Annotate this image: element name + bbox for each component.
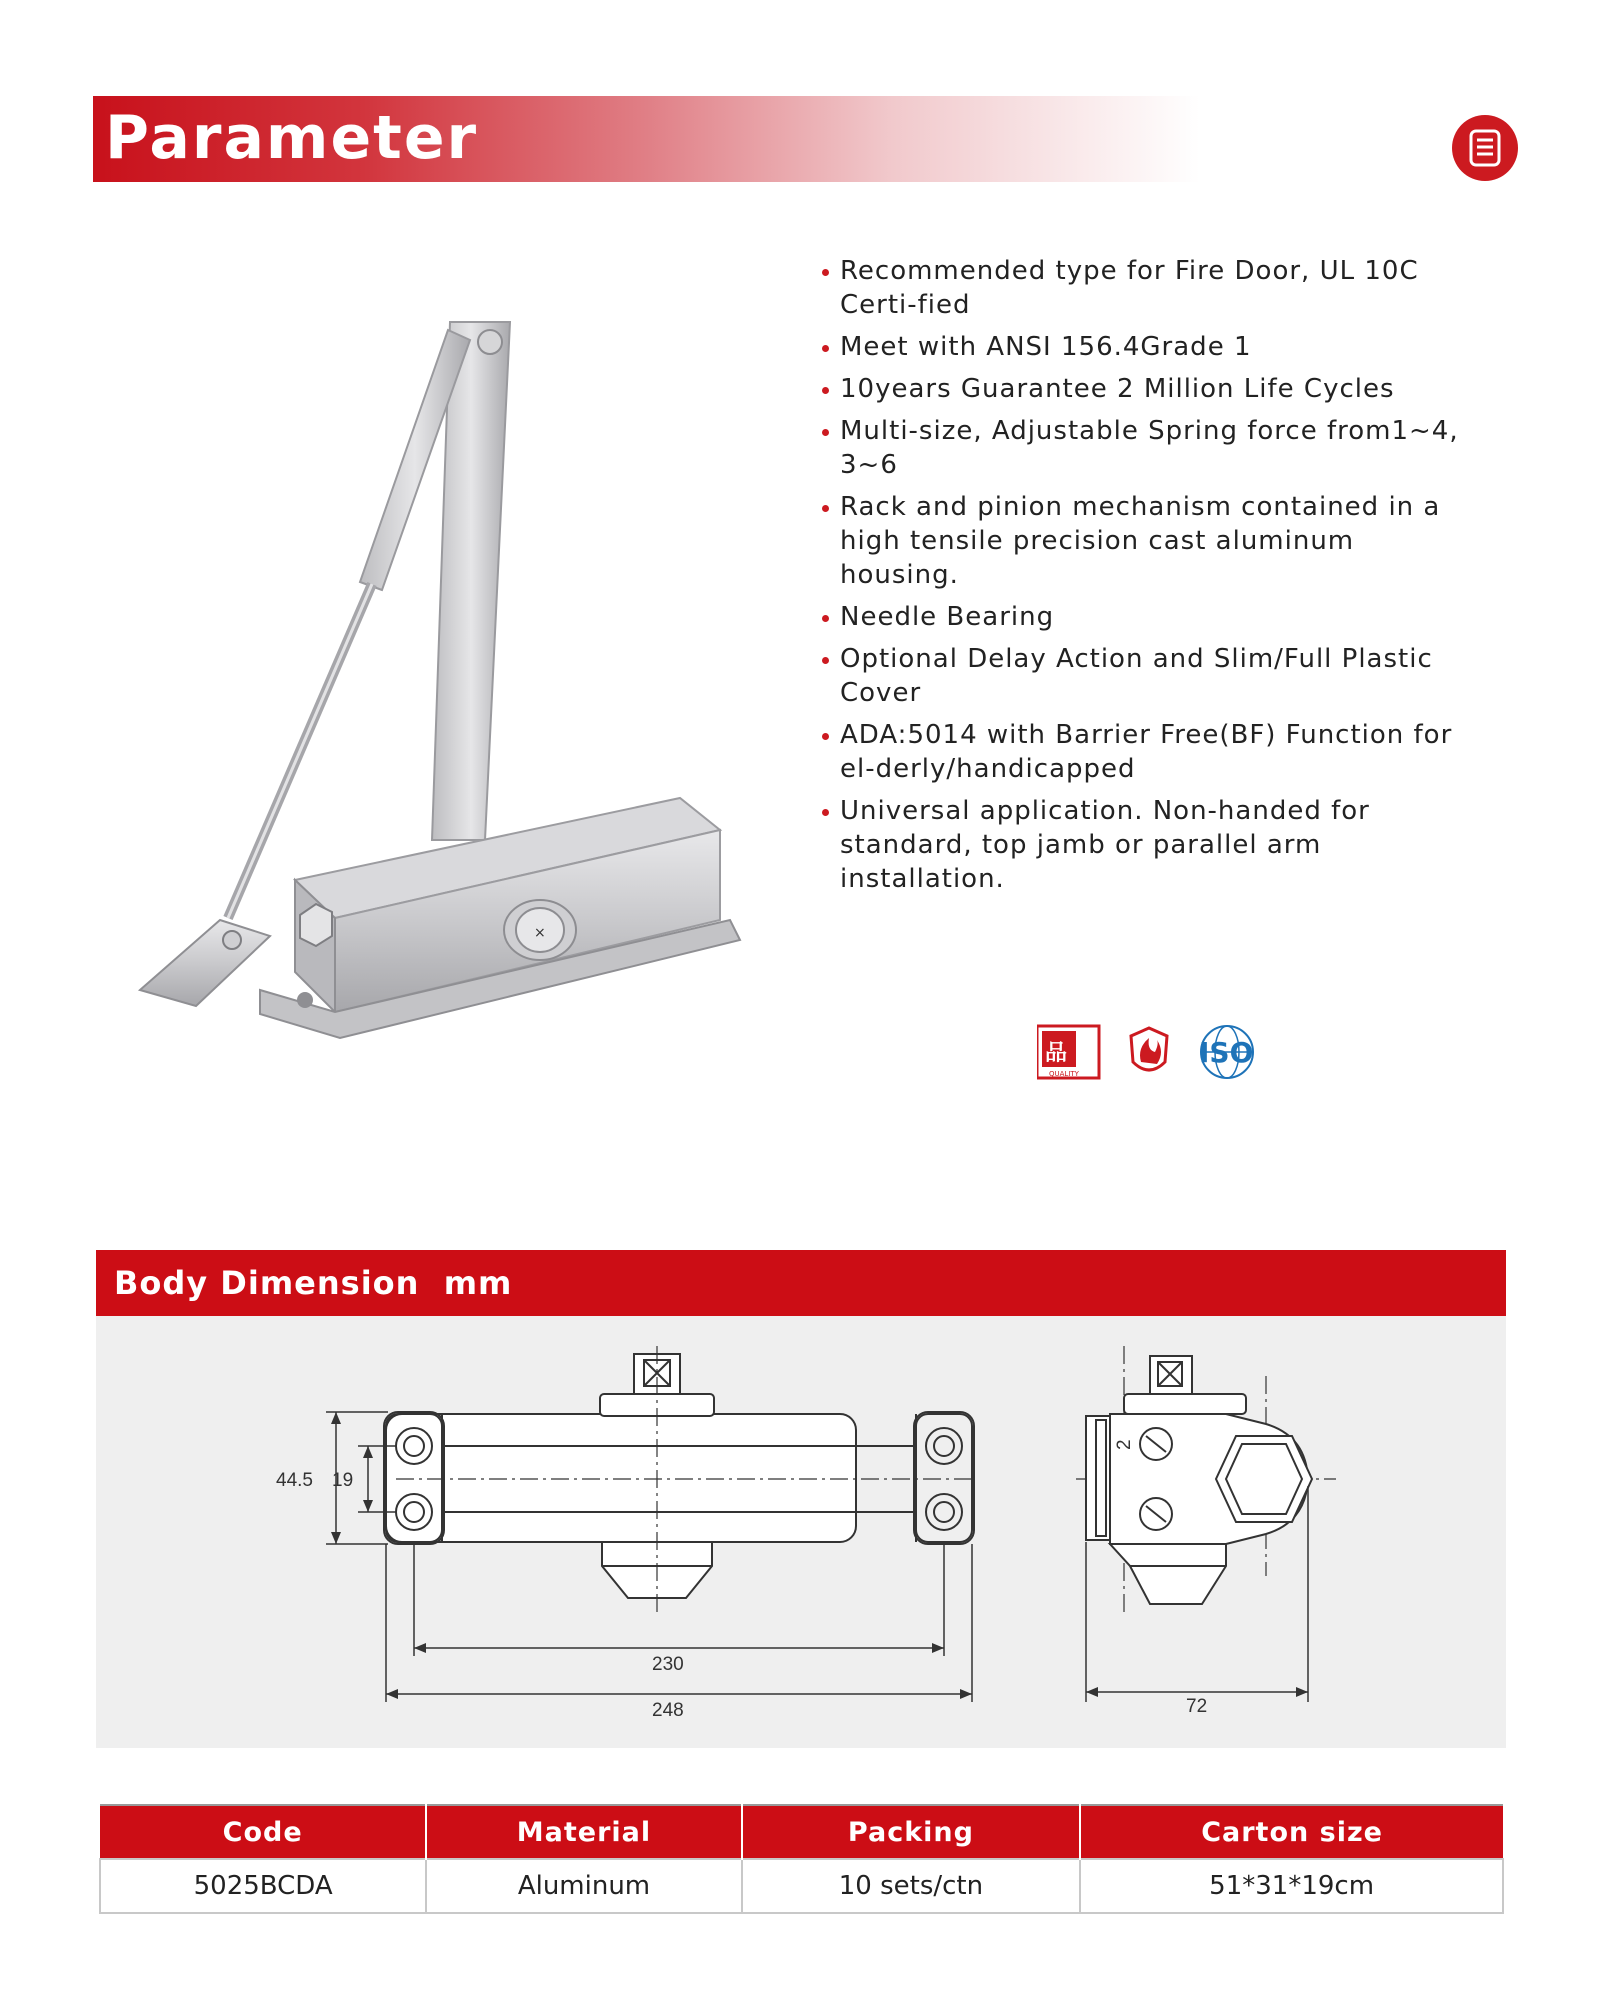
feature-item: Needle Bearing bbox=[822, 600, 1482, 634]
door-closer-photo bbox=[120, 300, 780, 1060]
dimension-section-header bbox=[96, 1250, 1506, 1316]
feature-item: Recommended type for Fire Door, UL 10C Certi-fied bbox=[822, 254, 1482, 322]
cell-packing: 10 sets/ctn bbox=[742, 1859, 1081, 1913]
svg-text:×: × bbox=[534, 925, 546, 941]
dimension-drawing bbox=[96, 1316, 1506, 1748]
dim-length-inner: 230 bbox=[652, 1654, 684, 1675]
feature-item: Optional Delay Action and Slim/Full Plastic Cover bbox=[822, 642, 1482, 710]
cell-code: 5025BCDA bbox=[100, 1859, 426, 1913]
cell-carton-size: 51*31*19cm bbox=[1080, 1859, 1503, 1913]
fire-rated-icon bbox=[1131, 1028, 1167, 1070]
dim-screw-label: 2 bbox=[1114, 1439, 1135, 1450]
feature-item: Multi-size, Adjustable Spring force from1~4, 3~6 bbox=[822, 414, 1482, 482]
feature-item: ADA:5014 with Barrier Free(BF) Function for el-derly/handicapped bbox=[822, 718, 1482, 786]
iso-logo bbox=[1199, 1026, 1253, 1078]
table-row bbox=[100, 1859, 1503, 1913]
certification-logos bbox=[1037, 1022, 1277, 1082]
feature-item: Universal application. Non-handed for standard, top jamb or parallel arm installation. bbox=[822, 794, 1482, 896]
svg-text:品: 品 bbox=[1045, 1040, 1068, 1066]
header-banner bbox=[93, 96, 1323, 182]
svg-text:ISO: ISO bbox=[1199, 1036, 1254, 1069]
column-header: Carton size bbox=[1080, 1805, 1503, 1859]
dim-height-outer: 44.5 bbox=[276, 1470, 313, 1491]
dimension-title: Body Dimension mm bbox=[114, 1264, 513, 1302]
feature-list bbox=[822, 254, 1482, 904]
feature-item: Meet with ANSI 156.4Grade 1 bbox=[822, 330, 1482, 364]
feature-item: Rack and pinion mechanism contained in a high tensile precision cast aluminum housing. bbox=[822, 490, 1482, 592]
page-title: Parameter bbox=[105, 103, 479, 173]
quality-logo bbox=[1037, 1026, 1099, 1078]
column-header: Material bbox=[426, 1805, 741, 1859]
dim-length-outer: 248 bbox=[652, 1700, 684, 1721]
table-header-row bbox=[100, 1805, 1503, 1859]
feature-item: 10years Guarantee 2 Million Life Cycles bbox=[822, 372, 1482, 406]
svg-text:QUALITY: QUALITY bbox=[1049, 1070, 1079, 1078]
dim-height-inner: 19 bbox=[332, 1470, 354, 1491]
document-list-icon[interactable] bbox=[1452, 115, 1518, 181]
column-header: Packing bbox=[742, 1805, 1081, 1859]
cell-material: Aluminum bbox=[426, 1859, 741, 1913]
dim-side-width: 72 bbox=[1186, 1696, 1208, 1717]
column-header: Code bbox=[100, 1805, 426, 1859]
spec-table bbox=[99, 1804, 1504, 1914]
dimension-panel bbox=[96, 1316, 1506, 1748]
